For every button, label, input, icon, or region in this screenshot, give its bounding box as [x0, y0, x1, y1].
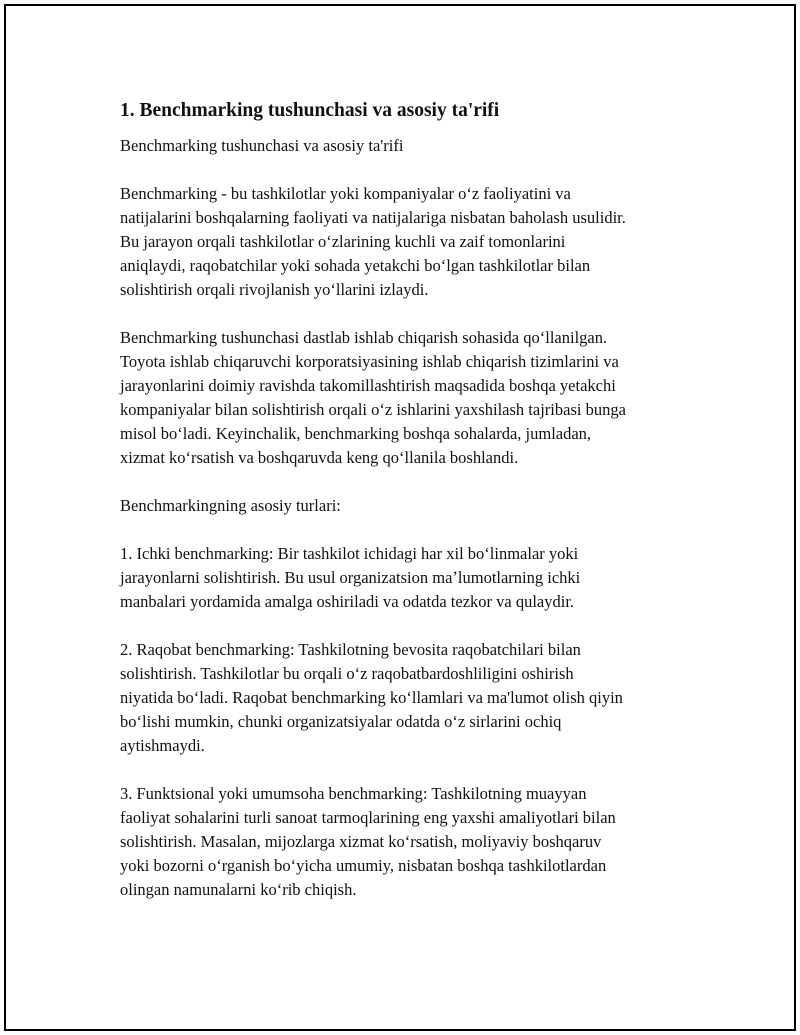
paragraph-line: olingan namunalarni koʻrib chiqish. — [120, 880, 357, 899]
paragraph-line: aytishmaydi. — [120, 736, 205, 755]
paragraph-line: jarayonlarini doimiy ravishda takomillashtirish maqsadida boshqa yetakchi — [120, 376, 616, 395]
paragraph-line: boʻlishi mumkin, chunki organizatsiyalar odatda oʻz sirlarini ochiq — [120, 712, 562, 731]
paragraph — [120, 494, 710, 518]
paragraph-line: Benchmarking - bu tashkilotlar yoki kompaniyalar oʻz faoliyatini va — [120, 184, 571, 203]
paragraph-line: misol boʻladi. Keyinchalik, benchmarking boshqa sohalarda, jumladan, — [120, 424, 592, 443]
paragraph-line: 1. Ichki benchmarking: Bir tashkilot ichidagi har xil boʻlinmalar yoki — [120, 544, 579, 563]
paragraph-line: Benchmarkingning asosiy turlari: — [120, 496, 341, 515]
paragraph-line: Benchmarking tushunchasi dastlab ishlab chiqarish sohasida qoʻllanilgan. — [120, 328, 608, 347]
paragraph-line: niyatida boʻladi. Raqobat benchmarking koʻllamlari va ma'lumot olish qiyin — [120, 688, 623, 707]
paragraph — [120, 326, 710, 470]
paragraph-line: xizmat koʻrsatish va boshqaruvda keng qoʻllanila boshlandi. — [120, 448, 519, 467]
paragraph — [120, 782, 710, 902]
paragraph-line: solishtirish orqali rivojlanish yoʻllarini izlaydi. — [120, 280, 429, 299]
subheading: Benchmarking tushunchasi va asosiy ta'rifi — [120, 136, 404, 155]
paragraph-line: kompaniyalar bilan solishtirish orqali oʻz ishlarini yaxshilash tajribasi bunga — [120, 400, 626, 419]
paragraph-line: faoliyat sohalarini turli sanoat tarmoqlarining eng yaxshi amaliyotlari bilan — [120, 808, 616, 827]
page-title: 1. Benchmarking tushunchasi va asosiy ta'rifi — [120, 100, 500, 121]
document-content — [120, 98, 710, 926]
paragraph — [120, 638, 710, 758]
paragraph-line: 3. Funktsional yoki umumsoha benchmarking: Tashkilotning muayyan — [120, 784, 587, 803]
paragraph-line: solishtirish. Tashkilotlar bu orqali oʻz raqobatbardoshliligini oshirish — [120, 664, 574, 683]
paragraph — [120, 542, 710, 614]
paragraph-line: Bu jarayon orqali tashkilotlar oʻzlarining kuchli va zaif tomonlarini — [120, 232, 566, 251]
paragraph-line: natijalarini boshqalarning faoliyati va natijalariga nisbatan baholash usulidir. — [120, 208, 626, 227]
paragraph-line: solishtirish. Masalan, mijozlarga xizmat koʻrsatish, moliyaviy boshqaruv — [120, 832, 602, 851]
document-page — [4, 4, 796, 1031]
paragraph-line: aniqlaydi, raqobatchilar yoki sohada yetakchi boʻlgan tashkilotlar bilan — [120, 256, 591, 275]
paragraph-line: yoki bozorni oʻrganish boʻyicha umumiy, nisbatan boshqa tashkilotlardan — [120, 856, 607, 875]
paragraph-line: jarayonlarni solishtirish. Bu usul organizatsion maʼlumotlarning ichki — [120, 568, 581, 587]
paragraph-line: Toyota ishlab chiqaruvchi korporatsiyasining ishlab chiqarish tizimlarini va — [120, 352, 619, 371]
paragraphs — [120, 182, 710, 902]
paragraph — [120, 182, 710, 302]
paragraph-line: manbalari yordamida amalga oshiriladi va odatda tezkor va qulaydir. — [120, 592, 575, 611]
paragraph-line: 2. Raqobat benchmarking: Tashkilotning bevosita raqobatchilari bilan — [120, 640, 581, 659]
